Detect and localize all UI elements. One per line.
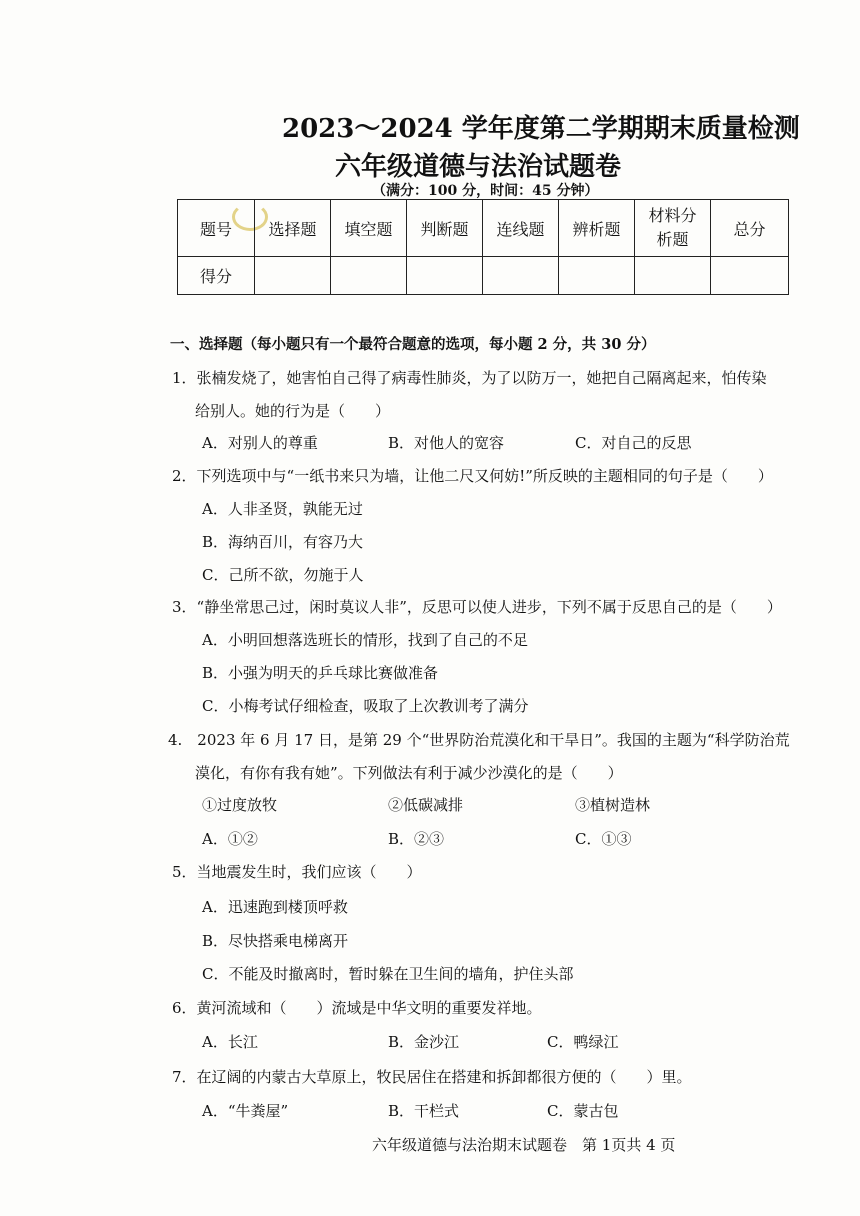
option[interactable]: A．人非圣贤，孰能无过 xyxy=(202,500,363,518)
option[interactable]: B．金沙江 xyxy=(388,1033,460,1051)
option[interactable]: C．不能及时撤离时，暂时躲在卫生间的墙角，护住头部 xyxy=(202,965,574,983)
question-stem: 7．在辽阔的内蒙古大草原上，牧民居住在搭建和拆卸都很方便的（ ）里。 xyxy=(172,1068,692,1086)
option[interactable]: B．干栏式 xyxy=(388,1102,460,1120)
option[interactable]: B．②③ xyxy=(388,830,445,848)
score-header-cell: 选择题 xyxy=(255,200,331,257)
score-input-cell[interactable] xyxy=(255,257,331,295)
score-header-cell: 判断题 xyxy=(407,200,483,257)
score-header-cell xyxy=(635,200,711,257)
option[interactable]: B．小强为明天的乒乓球比赛做准备 xyxy=(202,664,439,682)
option[interactable]: C．蒙古包 xyxy=(547,1102,619,1120)
score-input-cell[interactable] xyxy=(483,257,559,295)
option[interactable]: A．小明回想落选班长的情形，找到了自己的不足 xyxy=(202,631,528,649)
question-stem: 2．下列选项中与“一纸书来只为墙，让他二尺又何妨!”所反映的主题相同的句子是（ ） xyxy=(172,467,773,485)
exam-title-line1: 2023～2024 学年度第二学期期末质量检测 xyxy=(282,114,800,144)
option[interactable]: C．①③ xyxy=(575,830,632,848)
question-stem: 3．“静坐常思己过，闲时莫议人非”，反思可以使人进步，下列不属于反思自己的是（ ） xyxy=(172,598,782,616)
option[interactable]: A．长江 xyxy=(202,1033,258,1051)
score-input-cell[interactable] xyxy=(711,257,789,295)
option[interactable]: A．①② xyxy=(202,830,258,848)
score-header-cell: 填空题 xyxy=(331,200,407,257)
score-row-label: 得分 xyxy=(178,257,255,295)
score-header-cell: 连线题 xyxy=(483,200,559,257)
question-stem: 漠化，有你有我有她”。下列做法有利于减少沙漠化的是（ ） xyxy=(195,764,623,782)
question-stem: 5．当地震发生时，我们应该（ ） xyxy=(172,863,422,881)
option[interactable]: C．小梅考试仔细检查，吸取了上次教训考了满分 xyxy=(202,697,529,715)
score-table xyxy=(177,199,789,295)
section-heading: 一、选择题（每小题只有一个最符合题意的选项，每小题 2 分，共 30 分） xyxy=(170,336,656,353)
option[interactable]: A．对别人的尊重 xyxy=(202,434,318,452)
option[interactable]: A．“牛粪屋” xyxy=(202,1102,289,1120)
score-input-cell[interactable] xyxy=(635,257,711,295)
score-input-cell[interactable] xyxy=(559,257,635,295)
option[interactable]: B．海纳百川，有容乃大 xyxy=(202,533,364,551)
option[interactable]: B．尽快搭乘电梯离开 xyxy=(202,932,349,950)
exam-title-line2: 六年级道德与法治试题卷 xyxy=(335,152,622,182)
option[interactable]: C．己所不欲，勿施于人 xyxy=(202,566,364,584)
score-input-cell[interactable] xyxy=(331,257,407,295)
question-stem: 1．张楠发烧了，她害怕自己得了病毒性肺炎，为了以防万一，她把自己隔离起来，怕传染 xyxy=(172,369,767,387)
option[interactable]: C．对自己的反思 xyxy=(575,434,692,452)
question-stem: 4. 2023 年 6 月 17 日，是第 29 个“世界防治荒漠化和干旱日”。我国的主题为“科学防治荒 xyxy=(168,731,790,749)
score-header-cell: 题号 xyxy=(178,200,255,257)
sub-item: ③植树造林 xyxy=(575,796,651,814)
option[interactable]: A．迅速跑到楼顶呼救 xyxy=(202,898,348,916)
score-input-cell[interactable] xyxy=(407,257,483,295)
question-stem: 6．黄河流域和（ ）流域是中华文明的重要发祥地。 xyxy=(172,999,542,1017)
sub-item: ②低碳减排 xyxy=(388,796,464,814)
score-header-cell: 辨析题 xyxy=(559,200,635,257)
option[interactable]: B．对他人的宽容 xyxy=(388,434,505,452)
page-footer: 六年级道德与法治期末试题卷 第 1页共 4 页 xyxy=(372,1136,676,1154)
question-stem: 给别人。她的行为是（ ） xyxy=(195,402,391,420)
sub-item: ①过度放牧 xyxy=(202,796,278,814)
option[interactable]: C．鸭绿江 xyxy=(547,1033,619,1051)
score-header-cell-text: 材料分析题 xyxy=(648,206,697,249)
exam-meta: （满分：100 分，时间：45 分钟） xyxy=(372,183,599,199)
score-header-cell: 总分 xyxy=(711,200,789,257)
